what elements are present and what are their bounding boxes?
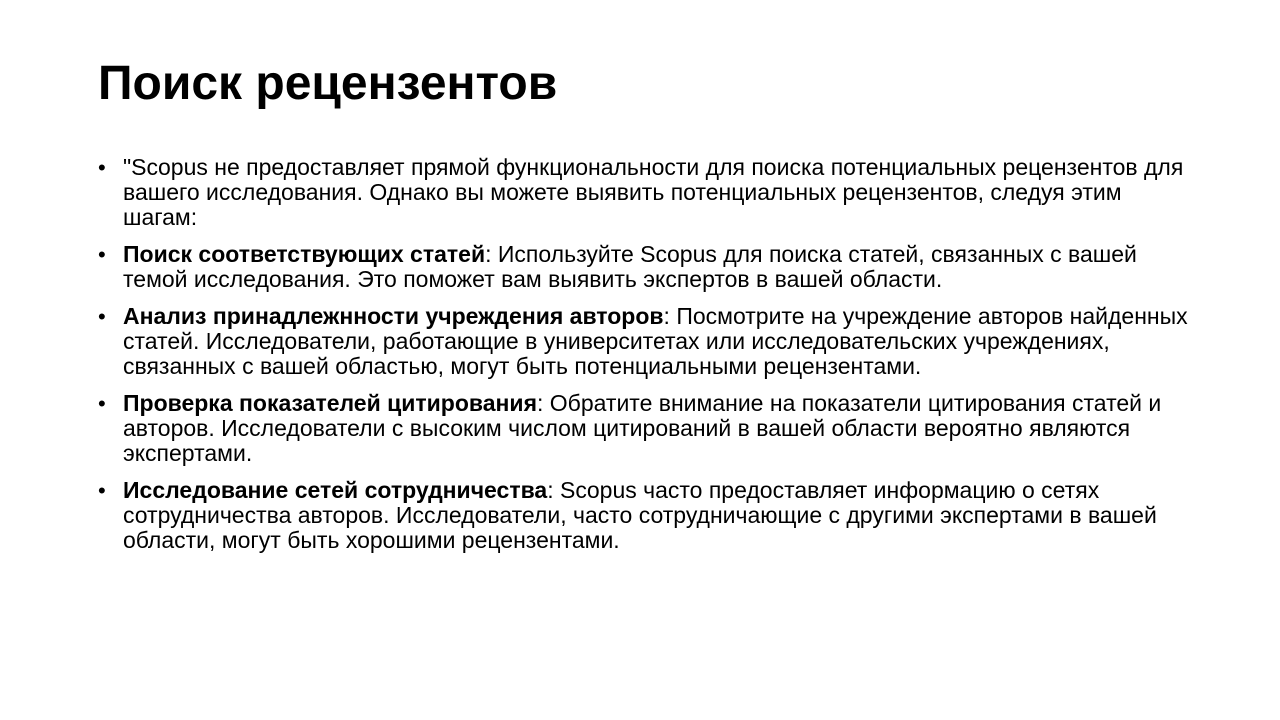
- bullet-text: : Используйте Scopus для поиска статей, связанных с вашей темой исследования. Это поможет вам выявить экспертов в вашей области.: [123, 241, 1137, 292]
- bullet-text: : Посмотрите на учреждение авторов найденных статей. Исследователи, работающие в университетах или исследовательских учреждениях, связанных с вашей областью, могут быть потенциальными рецензентами.: [123, 303, 1188, 379]
- bullet-bold-text: Исследование сетей сотрудничества: [123, 477, 548, 503]
- bullet-bold-text: Поиск соответствующих статей: [123, 241, 486, 267]
- bullet-item-intro: [98, 155, 1188, 230]
- bullet-text: : Scopus часто предоставляет информацию о сетях сотрудничества авторов. Исследователи, часто сотрудничающие с другими экспертами в вашей области, могут быть хорошими рецензентами.: [123, 477, 1157, 553]
- bullet-text: : Обратите внимание на показатели цитирования статей и авторов. Исследователи с высоким числом цитирований в вашей области вероятно являются экспертами.: [123, 390, 1162, 466]
- bullet-item-collaboration-networks: [98, 478, 1188, 553]
- bullet-item-search-articles: [98, 242, 1188, 292]
- bullet-item-affiliation-analysis: [98, 304, 1188, 379]
- bullet-list: [98, 155, 1188, 565]
- bullet-text: "Scopus не предоставляет прямой функциональности для поиска потенциальных рецензентов для вашего исследования. Однако вы можете выявить потенциальных рецензентов, следуя этим шагам:: [123, 154, 1184, 230]
- bullet-bold-text: Проверка показателей цитирования: [123, 390, 537, 416]
- bullet-item-citation-metrics: [98, 391, 1188, 466]
- bullet-bold-text: Анализ принадлежнности учреждения авторов: [123, 303, 664, 329]
- slide-title: Поиск рецензентов: [98, 57, 558, 110]
